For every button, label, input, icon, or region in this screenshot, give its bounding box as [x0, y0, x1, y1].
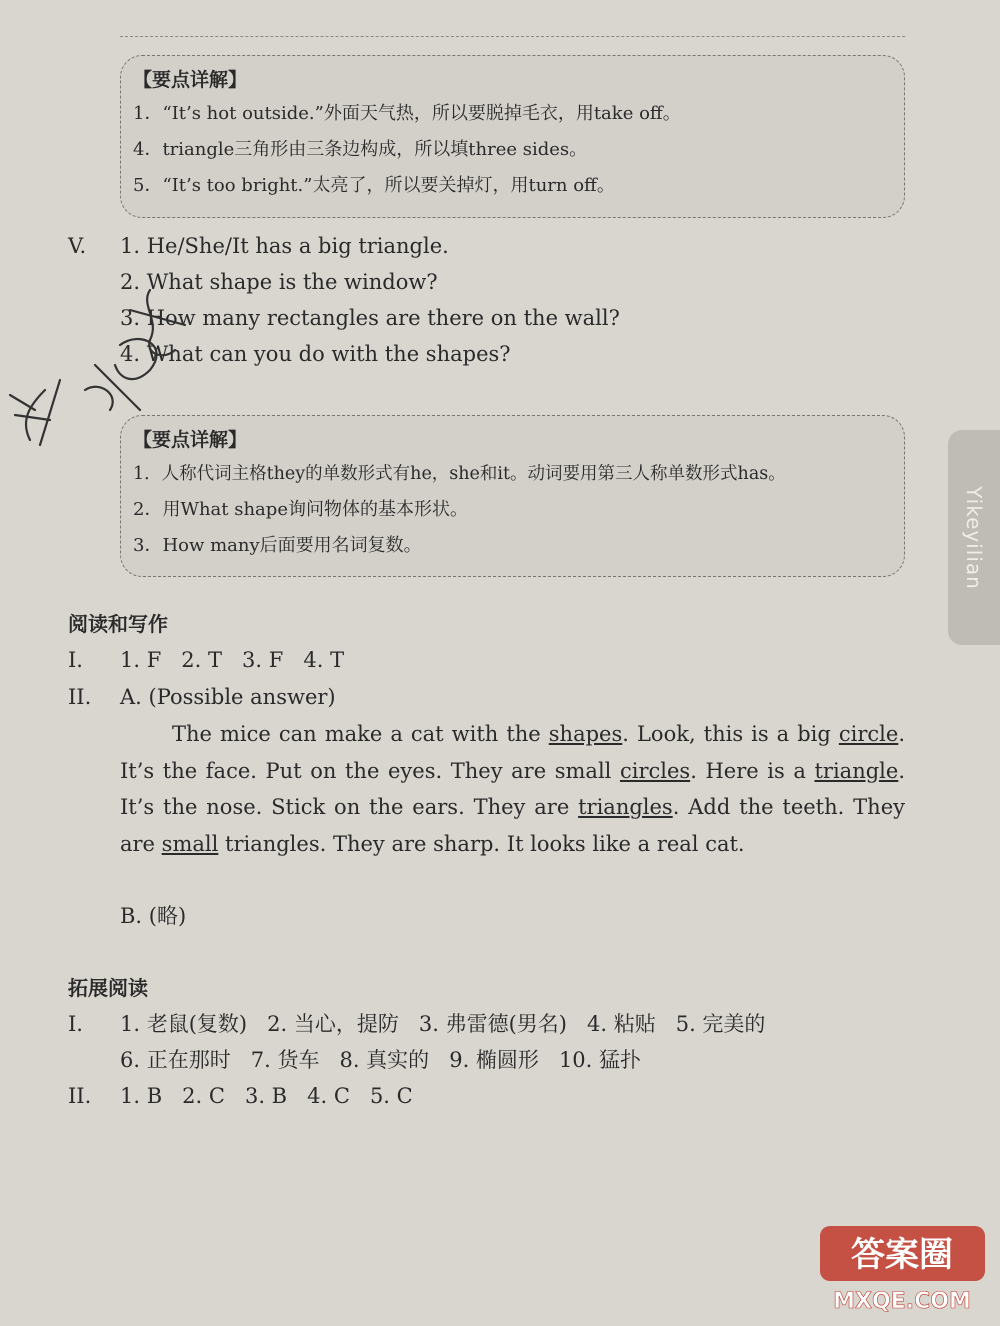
answer-line: 1. F 2. T 3. F 4. T — [120, 648, 345, 672]
box-title: 【要点详解】 — [133, 429, 248, 451]
box-line: 1．人称代词主格they的单数形式有he，she和it。动词要用第三人称单数形式has。 — [133, 464, 786, 484]
underlined-word: shapes — [548, 722, 623, 746]
box-line: 1．“It’s hot outside.”外面天气热，所以要脱掉毛衣，用take off。 — [133, 103, 681, 124]
box-line: 3．How many后面要用名词复数。 — [133, 535, 422, 556]
underlined-word: triangle — [814, 758, 899, 783]
box-line: 4．triangle三角形由三条边构成，所以填three sides。 — [133, 139, 588, 160]
answer-line: 3. How many rectangles are there on the wall? — [120, 306, 620, 330]
box-line: 5．“It’s too bright.”太亮了，所以要关掉灯，用turn off。 — [133, 175, 615, 196]
site-watermark — [815, 1218, 990, 1318]
passage-text: . Here is a — [690, 758, 815, 783]
answer-line: 1. B 2. C 3. B 4. C 5. C — [120, 1084, 413, 1108]
underlined-word: circles — [619, 758, 691, 783]
section-heading-reading-writing: 阅读和写作 — [68, 612, 168, 636]
answer-line: 6. 正在那时 7. 货车 8. 真实的 9. 椭圆形 10. 猛扑 — [120, 1048, 642, 1072]
section-i-label: I. — [68, 1012, 83, 1036]
passage-text: . Look, this is a big — [622, 722, 839, 746]
sample-passage — [120, 716, 905, 862]
passage-text: . It’s the face. Put on the eyes. They are small — [120, 722, 905, 783]
answer-line: 1. He/She/It has a big triangle. — [120, 234, 449, 258]
handwriting-scribble — [0, 270, 220, 460]
section-v-label: V. — [68, 234, 87, 258]
watermark-logo: 答案圈 — [851, 1235, 953, 1275]
key-points-box-2 — [120, 415, 905, 577]
key-points-box-1 — [120, 55, 905, 218]
passage-text: triangles. They are sharp. It looks like a real cat. — [218, 831, 745, 856]
side-tab-label — [948, 430, 1000, 645]
section-ii-label: II. — [68, 685, 92, 709]
box-title: 【要点详解】 — [133, 69, 248, 91]
section-heading-extended-reading: 拓展阅读 — [68, 976, 148, 1000]
watermark-url: MXQE.COM — [833, 1289, 971, 1314]
part-a-label: A. (Possible answer) — [120, 685, 336, 709]
passage-text: . Add the teeth. They are — [120, 795, 905, 856]
section-ii-label: II. — [68, 1084, 92, 1108]
answer-line: 4. What can you do with the shapes? — [120, 342, 511, 366]
underlined-word: triangles — [578, 795, 673, 819]
answer-line: 1. 老鼠(复数) 2. 当心，提防 3. 弗雷德(男名) 4. 粘贴 5. 完美的 — [120, 1012, 766, 1036]
passage-text: The mice can make a cat with the — [172, 722, 549, 746]
section-i-label: I. — [68, 648, 83, 672]
top-divider — [120, 36, 905, 37]
passage-text: . It’s the nose. Stick on the ears. They are — [120, 758, 905, 819]
part-b-label: B. (略) — [120, 904, 187, 928]
underlined-word: small — [161, 831, 219, 856]
box-line: 2．用What shape询问物体的基本形状。 — [133, 499, 468, 520]
answer-line: 2. What shape is the window? — [120, 270, 438, 294]
side-tab-text: Yikeyilian — [962, 485, 987, 590]
underlined-word: circle — [838, 722, 899, 746]
